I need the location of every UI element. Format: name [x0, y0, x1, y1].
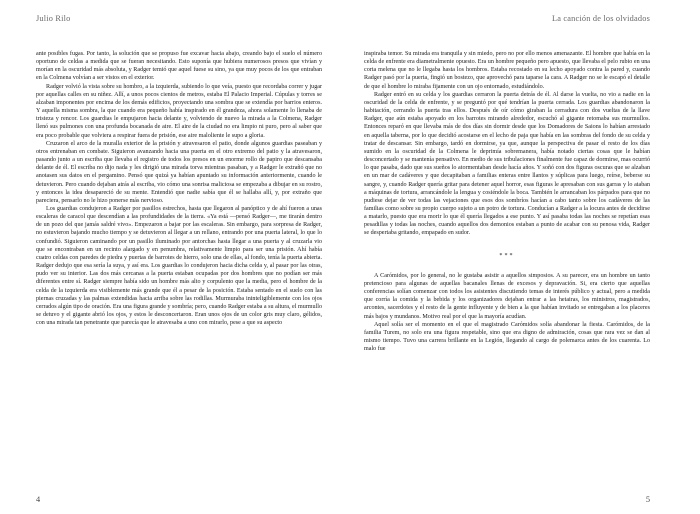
page-number: 5	[645, 495, 650, 504]
right-page	[352, 0, 686, 514]
paragraph: Aquel solía ser el momento en el que el magistrado Carómidos solía abandonar la fiesta. Carómidos, de la familia Turem, no solo era una figura respetable, sino que era digno de admiración, cosas que rara vez se dan al mismo tiempo. Tuvo una carrera brillante en la Legión, llegando al cargo de polemarca antes de los cuarenta. Lo malo fue	[364, 321, 650, 353]
paragraph: Radger volvió la vista sobre su hombro, a la izquierda, subiendo lo que veía, puesto que recordaba correr y jugar por aquellas calles en su niñez. Allí, a unos pocos cientos de metros, estaba El Palacio Imperial. Cúpulas y torres se alzaban imponentes por encima de los demás edificios, proyectando una sombra que se extendía por barrios enteros. Y aquella misma sombra, la que cuando era pequeño había inspirado en él grandeza, ahora solamente lo llenaba de tristeza y rencor. Los guardias le empujaron hacia delante y, volviendo de nuevo la mirada a la Colmena, Radger llenó sus pulmones con una profunda bocanada de aire. El aire de la ciudad no era limpio ni puro, pero al saber que era poco probable que volviera a respirar fuera de prisión, ese aire maloliente le supo a gloria.	[36, 83, 322, 139]
page-number: 4	[36, 495, 41, 504]
paragraph: inspiraba temor. Su mirada era tranquila y sin miedo, pero no por ello menos amenazante. El hombre que había en la celda de enfrente era diametralmente opuesto. Era un hombre pequeño pero apuesto, que llevaba el pelo rubio en una corta melena que no le llegaba hasta los hombros. Estaba recostado en su lecho apoyado contra la pared y, cuando Radger pasó por la puerta, fingió un bostezo, que aprovechó para taparse la cara. A Radger no se le escapó el detalle de que el hombre lo miraba fijamente con un ojo entornado, estudiándolo.	[364, 51, 650, 90]
paragraph: Los guardias condujeron a Radger por pasillos estrechos, hasta que llegaron al panóptico y de ahí fueron a unas escaleras de caracol que descendían a las profundidades de la tierra. «Ya está —pensó Radger—, me tirarán dentro de un pozo del que jamás saldré vivo». Empezaron a bajar por las escaleras. Sin embargo, para sorpresa de Radger, no estuvieron bajando mucho tiempo y se detuvieron al llegar a un rellano, entrando por una puerta lateral, lo que lo confundió. Siguieron caminando por un pasillo iluminado por antorchas hasta llegar a una puerta y al cruzarla vio que se encontraban en un recinto alargado y en penumbra, relativamente limpio para ser una prisión. Ahí había cuatro celdas con paredes de piedra y puertas de barrotes de hierro, solo una de ellas, al fondo, tenía la puerta abierta. Radger dedujo que esa sería la suya, y así era. Los guardias lo condujeron hacia dicha celda y, al pasar por las otras, pudo ver su interior. Las dos más cercanas a la puerta estaban ocupadas por dos hombres que no podían ser más diferentes entre sí. Radger siempre había sido un hombre más alto y corpulento que la media, pero el hombre de la celda de la izquierda era visiblemente más grande que él a pesar de la posición. Estaba sentado en el suelo con las piernas cruzadas y las palmas extendidas hacia arriba sobre las rodillas. Murmuraba ininteligiblemente con los ojos cerrados algún tipo de oración. Era una figura grande y sombría; pero, cuando Radger estaba a su altura, el murmullo se detuvo y el gigante abrió los ojos, y estos le desconcertaron. Eran unos ojos de un color gris muy claro, gélidos, con una mirada tan penetrante que parecía que le atravesaba a uno con mirarlo, pese a que su aspecto	[36, 205, 322, 327]
running-head-author: Julio Rilo	[36, 14, 71, 23]
paragraph: Cruzaron el arco de la muralla exterior de la prisión y atravesaron el patio, donde algunos guardias paseaban y otros entrenaban en combate. Siguieron avanzando hacia una puerta en el otro extremo del patio y la atravesaron, pasando junto a un escriba que llevaba el registro de todos los presos en un enorme rollo de papiro que descansaba delante de él. El escriba no dijo nada y les dirigió una mirada torva mientras pasaban, y a Radger le extrañó que no anotasen sus datos en el pergamino. Pensó que quizá ya habían apuntado su información anteriormente, cuando le detuvieron. Pero cuando dejaban atrás al escriba, vio cómo una sonrisa maliciosa se empezaba a dibujar en su rostro, y entonces la idea desapareció de su mente. Entendió que nadie sabía que él se hallaba allí, y, por extraño que pareciera, pensarlo no le hizo ponerse más nervioso.	[36, 140, 322, 204]
section-separator: ***	[499, 252, 515, 259]
paragraph: ante posibles fugas. Por tanto, la solución que se propuso fue excavar hacia abajo, creando bajo el suelo el número oportuno de celdas a medida que se fueran necesitando. Esto suponía que hubiera numerosos presos que vivían y morían en la oscuridad más absoluta, y Radger temió que aquel fuese su sino, ya que muy pocos de los que entraban en la Colmena volvían a ser vistos en el exterior.	[36, 51, 322, 82]
paragraph: Radger entró en su celda y los guardias cerraron la puerta detrás de él. Al darse la vuelta, no vio a nadie en la oscuridad de la celda de enfrente, y se preguntó por qué tendrían la puerta cerrada. Los guardias abandonaron la habitación, cerrando la puerta tras ellos. Después de oír cómo giraban la cerradura con dos vueltas de la llave Radger, que aún estaba apoyado en los barrotes mirando alrededor, escuchó al gigante retomaba sus murmullos. Entonces reparó en que llevaba más de dos días sin dormir desde que los Domadores de Saions lo habían arrestado en aquella taberna, por lo que decidió acostarse en el lecho de paja que había en las sombras del fondo de su celda y tratar de descansar. Sin embargo, tardó en dormirse, ya que, aunque la perspectiva de pasar el resto de los días sumido en la oscuridad de la Colmena le deprimía sobremanera, había notado ciertas cosas que le habían desconcertado y se mantenía pensativo. En medio de sus tribulaciones finalmente fue capaz de dormirse, mas ocurrió lo que pasaba, dado que sus sueños lo atormentaban desde hacía años. Y soñó con dos figuras oscuras que se alzaban en un mar de cadáveres y que decapitaban a familias enteras entre llantos y súplicas para luego, reírse, beberse su sangre, y, cuando Radger quería gritar para detener aquel horror, esas figuras le apresaban con sus garras y lo ataban a máquinas de tortura, arrancándole la lengua y cosiéndole la boca. También le arrancaban los párpados para que no pudiese dejar de ver todas las vejaciones que esos dos sombríos hacían a cabo tanto sobre los cadáveres de las familias como sobre su propio cuerpo sujeto a un potro de tortura. Conducían a Radger a la locura antes de decidirse a matarlo, puesto que era morir lo que él quería llegados a ese punto. Y así pasaba todas las noches se repetían esas pesadillas y todas las noches, cuando aquellos dos demonios estaban a punto de acabar con su penosa vida, Radger se despertaba gritando, empapado en sudor.	[364, 91, 650, 237]
paragraph: A Carómidos, por lo general, no le gustaba asistir a aquellos simposios. A su parecer, era un hombre un tanto pretencioso para algunas de aquellas bacanales llenas de excesos y depravación. Si, era cierto que aquellas conferencias solían comenzar con todos los asistentes discutiendo temas de interés público y actual, pero a medida que corría la comida y la bebida y los organizadores dejaban entrar a las hetairas, los ministros, magistrados, arcontes, sacerdotes y el resto de la gente influyente y de bien a la que habían invitado se entregaban a los placeres más bajos y mundanos. Motivo real por el que la mayoría acudían.	[364, 272, 650, 320]
right-body-text	[364, 50, 650, 480]
left-body-text	[36, 50, 322, 480]
left-page	[0, 0, 334, 514]
running-head-title: La canción de los olvidados	[551, 14, 650, 23]
